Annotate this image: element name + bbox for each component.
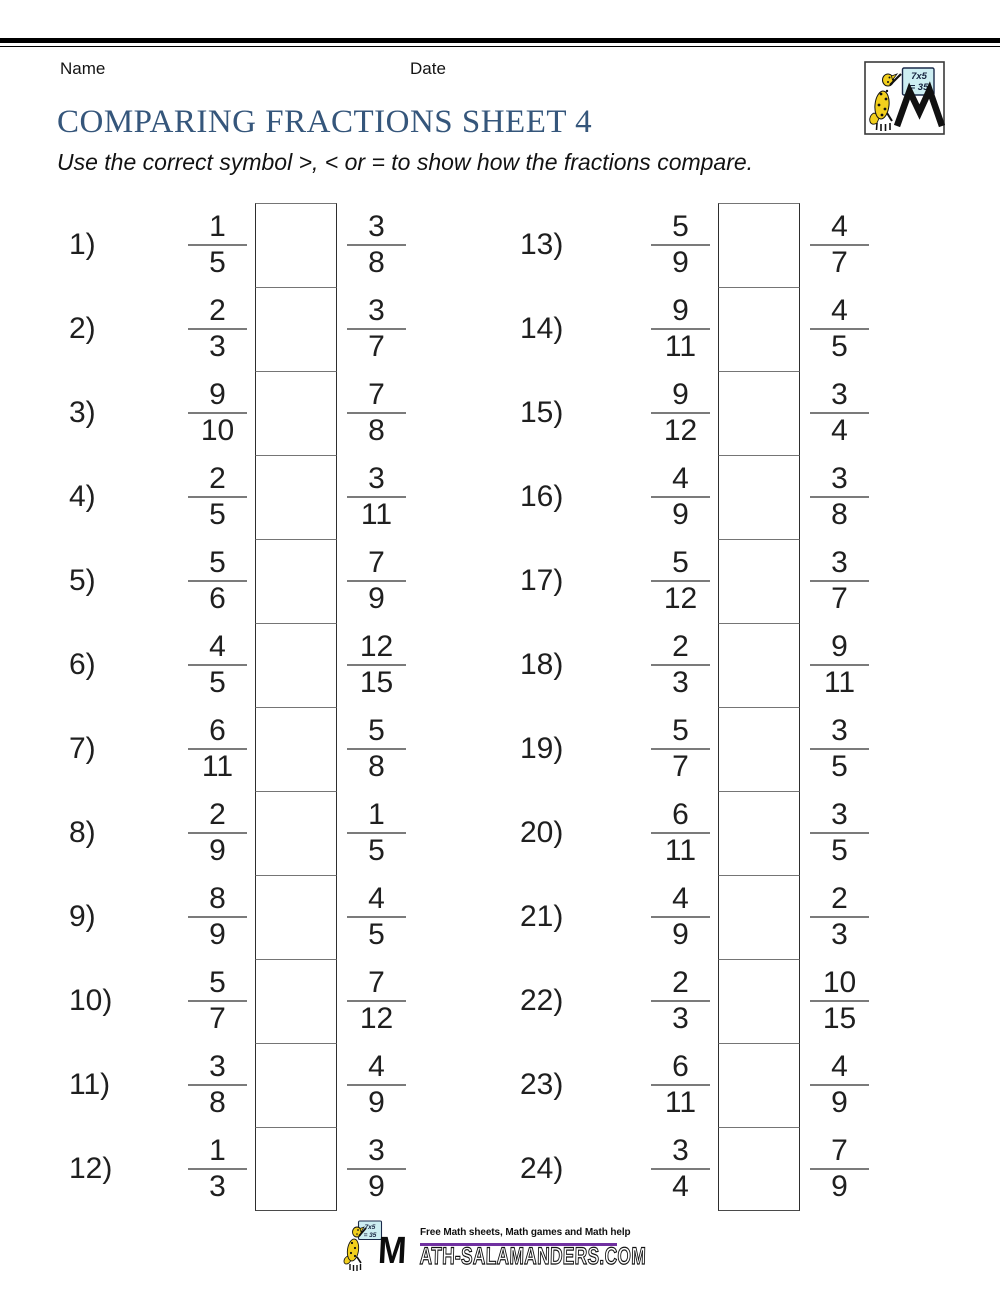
fraction-numerator: 6	[672, 798, 689, 831]
problem-number: 12)	[69, 1152, 113, 1185]
problem-number: 7)	[69, 732, 96, 765]
answer-box[interactable]	[255, 875, 337, 959]
problem-row	[463, 623, 923, 707]
fraction-numerator: 12	[359, 630, 394, 663]
footer-logo	[342, 1220, 672, 1284]
fraction-denominator: 7	[672, 750, 689, 783]
answer-box[interactable]	[255, 707, 337, 791]
svg-text:7x5: 7x5	[911, 71, 927, 82]
fraction-left	[651, 799, 710, 867]
fraction-left	[651, 463, 710, 531]
fraction-denominator: 3	[209, 1170, 226, 1203]
fraction-left	[651, 211, 710, 279]
fraction-denominator: 7	[831, 582, 848, 615]
problem-number: 9)	[69, 900, 96, 933]
fraction-numerator: 3	[368, 1134, 385, 1167]
problem-row	[463, 1043, 923, 1127]
math-salamanders-logo	[864, 61, 945, 135]
problem-number: 13)	[520, 228, 564, 261]
fraction-left	[188, 379, 247, 447]
problem-number: 4)	[69, 480, 96, 513]
fraction-denominator: 9	[672, 246, 689, 279]
problem-number: 2)	[69, 312, 96, 345]
fraction-left	[188, 631, 247, 699]
problem-number: 11)	[69, 1068, 111, 1101]
fraction-left	[651, 1051, 710, 1119]
problem-row	[0, 287, 460, 371]
fraction-denominator: 5	[209, 666, 226, 699]
fraction-numerator: 5	[209, 966, 226, 999]
fraction-denominator: 9	[368, 1170, 385, 1203]
fraction-numerator: 2	[209, 294, 226, 327]
problem-number: 14)	[520, 312, 564, 345]
fraction-right	[347, 547, 406, 615]
answer-box[interactable]	[718, 875, 800, 959]
fraction-denominator: 8	[368, 246, 385, 279]
fraction-denominator: 5	[368, 834, 385, 867]
problem-row	[0, 707, 460, 791]
fraction-numerator: 7	[368, 546, 385, 579]
answer-box[interactable]	[718, 707, 800, 791]
fraction-right	[810, 799, 869, 867]
fraction-denominator: 8	[368, 414, 385, 447]
fraction-denominator: 5	[209, 246, 226, 279]
fraction-denominator: 11	[823, 666, 856, 699]
fraction-left	[651, 967, 710, 1035]
answer-box[interactable]	[255, 791, 337, 875]
fraction-right	[347, 1135, 406, 1203]
fraction-denominator: 4	[831, 414, 848, 447]
fraction-numerator: 3	[368, 210, 385, 243]
fraction-denominator: 5	[831, 330, 848, 363]
fraction-numerator: 9	[672, 294, 689, 327]
answer-box[interactable]	[718, 371, 800, 455]
fraction-left	[188, 883, 247, 951]
fraction-denominator: 7	[368, 330, 385, 363]
fraction-left	[188, 967, 247, 1035]
fraction-denominator: 9	[831, 1086, 848, 1119]
fraction-left	[188, 295, 247, 363]
fraction-right	[810, 463, 869, 531]
problem-number: 6)	[69, 648, 96, 681]
fraction-left	[188, 1051, 247, 1119]
fraction-numerator: 9	[209, 378, 226, 411]
fraction-denominator: 5	[368, 918, 385, 951]
fraction-denominator: 11	[664, 1086, 697, 1119]
fraction-numerator: 5	[672, 210, 689, 243]
problem-number: 21)	[520, 900, 564, 933]
fraction-left	[651, 547, 710, 615]
answer-box[interactable]	[718, 959, 800, 1043]
fraction-left	[188, 211, 247, 279]
svg-text:= 35: = 35	[909, 82, 929, 93]
problem-row	[0, 1127, 460, 1211]
fraction-numerator: 6	[209, 714, 226, 747]
problem-number: 20)	[520, 816, 564, 849]
fraction-denominator: 15	[822, 1002, 857, 1035]
fraction-left	[651, 631, 710, 699]
fraction-right	[347, 379, 406, 447]
fraction-denominator: 5	[209, 498, 226, 531]
problem-number: 15)	[520, 396, 564, 429]
fraction-denominator: 9	[672, 918, 689, 951]
fraction-left	[188, 799, 247, 867]
fraction-numerator: 2	[831, 882, 848, 915]
fraction-numerator: 3	[368, 294, 385, 327]
fraction-numerator: 4	[831, 210, 848, 243]
fraction-left	[651, 295, 710, 363]
answer-box[interactable]	[255, 371, 337, 455]
fraction-right	[347, 295, 406, 363]
footer-tagline: Free Math sheets, Math games and Math help	[420, 1226, 631, 1238]
fraction-numerator: 5	[368, 714, 385, 747]
fraction-left	[188, 715, 247, 783]
answer-box[interactable]	[718, 455, 800, 539]
problems-column-left	[0, 203, 460, 1211]
answer-box[interactable]	[255, 455, 337, 539]
fraction-denominator: 6	[209, 582, 226, 615]
fraction-numerator: 6	[672, 1050, 689, 1083]
fraction-denominator: 3	[672, 1002, 689, 1035]
fraction-numerator: 4	[831, 1050, 848, 1083]
svg-text:= 35: = 35	[363, 1232, 377, 1239]
answer-box[interactable]	[718, 623, 800, 707]
svg-text:7x5: 7x5	[364, 1224, 376, 1231]
fraction-numerator: 5	[209, 546, 226, 579]
name-label: Name	[60, 59, 106, 78]
fraction-numerator: 9	[672, 378, 689, 411]
fraction-left	[651, 883, 710, 951]
page-title: COMPARING FRACTIONS SHEET 4	[57, 104, 593, 140]
problems-column-right	[463, 203, 923, 1211]
footer-brand-m: M	[377, 1230, 408, 1272]
answer-box[interactable]	[255, 203, 337, 287]
answer-box[interactable]	[718, 1043, 800, 1127]
fraction-right	[347, 883, 406, 951]
fraction-numerator: 5	[672, 546, 689, 579]
problem-row	[463, 1127, 923, 1211]
problem-number: 23)	[520, 1068, 564, 1101]
fraction-left	[188, 463, 247, 531]
problem-number: 18)	[520, 648, 564, 681]
fraction-numerator: 3	[368, 462, 385, 495]
fraction-numerator: 7	[368, 966, 385, 999]
answer-box[interactable]	[718, 539, 800, 623]
fraction-numerator: 4	[831, 294, 848, 327]
fraction-right	[347, 967, 406, 1035]
fraction-numerator: 1	[368, 798, 385, 831]
fraction-denominator: 5	[831, 834, 848, 867]
problem-number: 17)	[520, 564, 564, 597]
problem-row	[463, 203, 923, 287]
answer-box[interactable]	[718, 1127, 800, 1211]
fraction-numerator: 2	[209, 462, 226, 495]
problem-row	[0, 539, 460, 623]
problem-number: 19)	[520, 732, 564, 765]
fraction-numerator: 3	[831, 546, 848, 579]
problem-number: 8)	[69, 816, 96, 849]
problem-number: 1)	[69, 228, 96, 261]
problem-number: 10)	[69, 984, 113, 1017]
fraction-right	[810, 1051, 869, 1119]
problem-row	[463, 539, 923, 623]
fraction-numerator: 4	[672, 462, 689, 495]
fraction-denominator: 9	[672, 498, 689, 531]
fraction-right	[347, 1051, 406, 1119]
fraction-right	[810, 211, 869, 279]
fraction-numerator: 3	[209, 1050, 226, 1083]
fraction-denominator: 3	[209, 330, 226, 363]
answer-box[interactable]	[718, 791, 800, 875]
top-rule-thin	[0, 46, 1000, 47]
fraction-right	[347, 799, 406, 867]
fraction-numerator: 7	[831, 1134, 848, 1167]
problem-number: 3)	[69, 396, 96, 429]
problem-number: 22)	[520, 984, 564, 1017]
answer-box[interactable]	[255, 539, 337, 623]
fraction-numerator: 2	[672, 630, 689, 663]
fraction-denominator: 9	[831, 1170, 848, 1203]
fraction-numerator: 4	[672, 882, 689, 915]
fraction-right	[810, 715, 869, 783]
problem-row	[463, 707, 923, 791]
problem-row	[0, 455, 460, 539]
fraction-numerator: 3	[831, 462, 848, 495]
fraction-right	[810, 295, 869, 363]
fraction-denominator: 3	[672, 666, 689, 699]
fraction-denominator: 8	[368, 750, 385, 783]
fraction-numerator: 9	[831, 630, 848, 663]
fraction-denominator: 9	[368, 1086, 385, 1119]
answer-box[interactable]	[718, 287, 800, 371]
problem-row	[0, 791, 460, 875]
answer-box[interactable]	[255, 1043, 337, 1127]
fraction-denominator: 9	[209, 918, 226, 951]
fraction-numerator: 3	[831, 798, 848, 831]
fraction-left	[651, 1135, 710, 1203]
fraction-numerator: 1	[209, 1134, 226, 1167]
fraction-numerator: 1	[209, 210, 226, 243]
top-rule-thick	[0, 38, 1000, 43]
fraction-denominator: 9	[209, 834, 226, 867]
fraction-numerator: 7	[368, 378, 385, 411]
problem-row	[463, 371, 923, 455]
answer-box[interactable]	[255, 1127, 337, 1211]
fraction-numerator: 8	[209, 882, 226, 915]
problem-row	[463, 875, 923, 959]
fraction-numerator: 2	[672, 966, 689, 999]
problem-row	[463, 959, 923, 1043]
fraction-denominator: 15	[359, 666, 394, 699]
problem-row	[0, 371, 460, 455]
fraction-numerator: 10	[822, 966, 857, 999]
fraction-numerator: 4	[368, 1050, 385, 1083]
fraction-denominator: 12	[663, 414, 698, 447]
fraction-denominator: 12	[359, 1002, 394, 1035]
fraction-denominator: 4	[672, 1170, 689, 1203]
problem-row	[0, 203, 460, 287]
fraction-denominator: 8	[831, 498, 848, 531]
footer-brand-text: ATH-SALAMANDERS.COM	[419, 1243, 647, 1270]
problem-row	[463, 455, 923, 539]
fraction-left	[188, 1135, 247, 1203]
date-label: Date	[410, 59, 446, 78]
fraction-right	[347, 211, 406, 279]
problem-number: 16)	[520, 480, 564, 513]
fraction-denominator: 5	[831, 750, 848, 783]
problem-row	[0, 875, 460, 959]
fraction-right	[810, 883, 869, 951]
fraction-numerator: 3	[672, 1134, 689, 1167]
fraction-left	[188, 547, 247, 615]
fraction-numerator: 2	[209, 798, 226, 831]
fraction-denominator: 12	[663, 582, 698, 615]
problem-number: 5)	[69, 564, 96, 597]
problem-row	[0, 959, 460, 1043]
fraction-right	[810, 379, 869, 447]
fraction-right	[810, 967, 869, 1035]
fraction-denominator: 7	[831, 246, 848, 279]
fraction-right	[347, 463, 406, 531]
fraction-numerator: 4	[209, 630, 226, 663]
fraction-denominator: 3	[831, 918, 848, 951]
fraction-right	[347, 631, 406, 699]
fraction-denominator: 11	[664, 330, 697, 363]
instruction-text: Use the correct symbol >, < or = to show how the fractions compare.	[57, 149, 754, 175]
fraction-right	[810, 547, 869, 615]
problem-row	[0, 1043, 460, 1127]
fraction-denominator: 7	[209, 1002, 226, 1035]
answer-box[interactable]	[255, 287, 337, 371]
problem-row	[0, 623, 460, 707]
fraction-denominator: 9	[368, 582, 385, 615]
fraction-denominator: 10	[200, 414, 235, 447]
fraction-numerator: 3	[831, 378, 848, 411]
fraction-denominator: 11	[664, 834, 697, 867]
problem-row	[463, 287, 923, 371]
fraction-left	[651, 379, 710, 447]
fraction-denominator: 11	[201, 750, 234, 783]
fraction-numerator: 3	[831, 714, 848, 747]
fraction-right	[347, 715, 406, 783]
problem-row	[463, 791, 923, 875]
answer-box[interactable]	[255, 959, 337, 1043]
fraction-denominator: 11	[360, 498, 393, 531]
problem-number: 24)	[520, 1152, 564, 1185]
fraction-left	[651, 715, 710, 783]
answer-box[interactable]	[718, 203, 800, 287]
fraction-right	[810, 1135, 869, 1203]
answer-box[interactable]	[255, 623, 337, 707]
fraction-denominator: 8	[209, 1086, 226, 1119]
fraction-numerator: 4	[368, 882, 385, 915]
fraction-right	[810, 631, 869, 699]
fraction-numerator: 5	[672, 714, 689, 747]
